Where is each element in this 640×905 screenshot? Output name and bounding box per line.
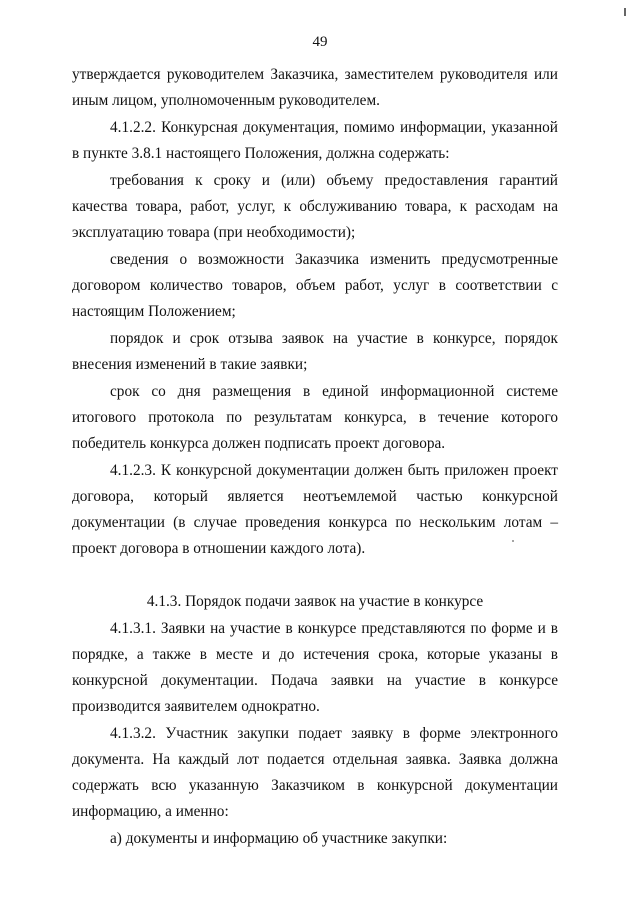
paragraph-change-possibility: сведения о возможности Заказчика изменить предусмотренные договором количество товаров, объем работ, услуг в соответствии с настоящим Положением; [72, 251, 558, 320]
document-body [72, 62, 558, 853]
paragraph-4-1-2-2: 4.1.2.2. Конкурсная документация, помимо информации, указанной в пункте 3.8.1 настоящего Положения, должна содержать: [72, 119, 558, 162]
paragraph-withdrawal-procedure: порядок и срок отзыва заявок на участие в конкурсе, порядок внесения изменений в такие заявки; [72, 330, 558, 373]
paragraph-signing-deadline: срок со дня размещения в единой информационной системе итогового протокола по результатам конкурса, в течение которого победитель конкурса должен подписать проект договора. [72, 383, 558, 452]
page-number: 49 [312, 34, 328, 50]
paragraph-guarantee-requirements: требования к сроку и (или) объему предоставления гарантий качества товара, работ, услуг, к обслуживанию товара, к расходам на эксплуатацию товара (при необходимости); [72, 172, 558, 241]
scan-mark [624, 8, 626, 16]
section-heading-4-1-3: 4.1.3. Порядок подачи заявок на участие в конкурсе [146, 593, 484, 610]
paragraph-4-1-2-3: 4.1.2.3. К конкурсной документации должен быть приложен проект договора, который является неотъемлемой частью конкурсной документации (в случае проведения конкурса по нескольким лотам – проект договора в отношении каждого лота). [72, 462, 558, 557]
paragraph-approval: утверждается руководителем Заказчика, заместителем руководителя или иным лицом, уполномоченным руководителем. [72, 66, 558, 109]
paragraph-item-a: а) документы и информацию об участнике закупки: [110, 830, 448, 847]
paragraph-4-1-3-1: 4.1.3.1. Заявки на участие в конкурсе представляются по форме и в порядке, а также в месте и до истечения срока, которые указаны в конкурсной документации. Подача заявки на участие в конкурсе производится заявителем однократно. [72, 620, 558, 715]
paragraph-4-1-3-2: 4.1.3.2. Участник закупки подает заявку в форме электронного документа. На каждый лот подается отдельная заявка. Заявка должна содержать всю указанную Заказчиком в конкурсной документации информацию, а именно: [72, 725, 558, 820]
